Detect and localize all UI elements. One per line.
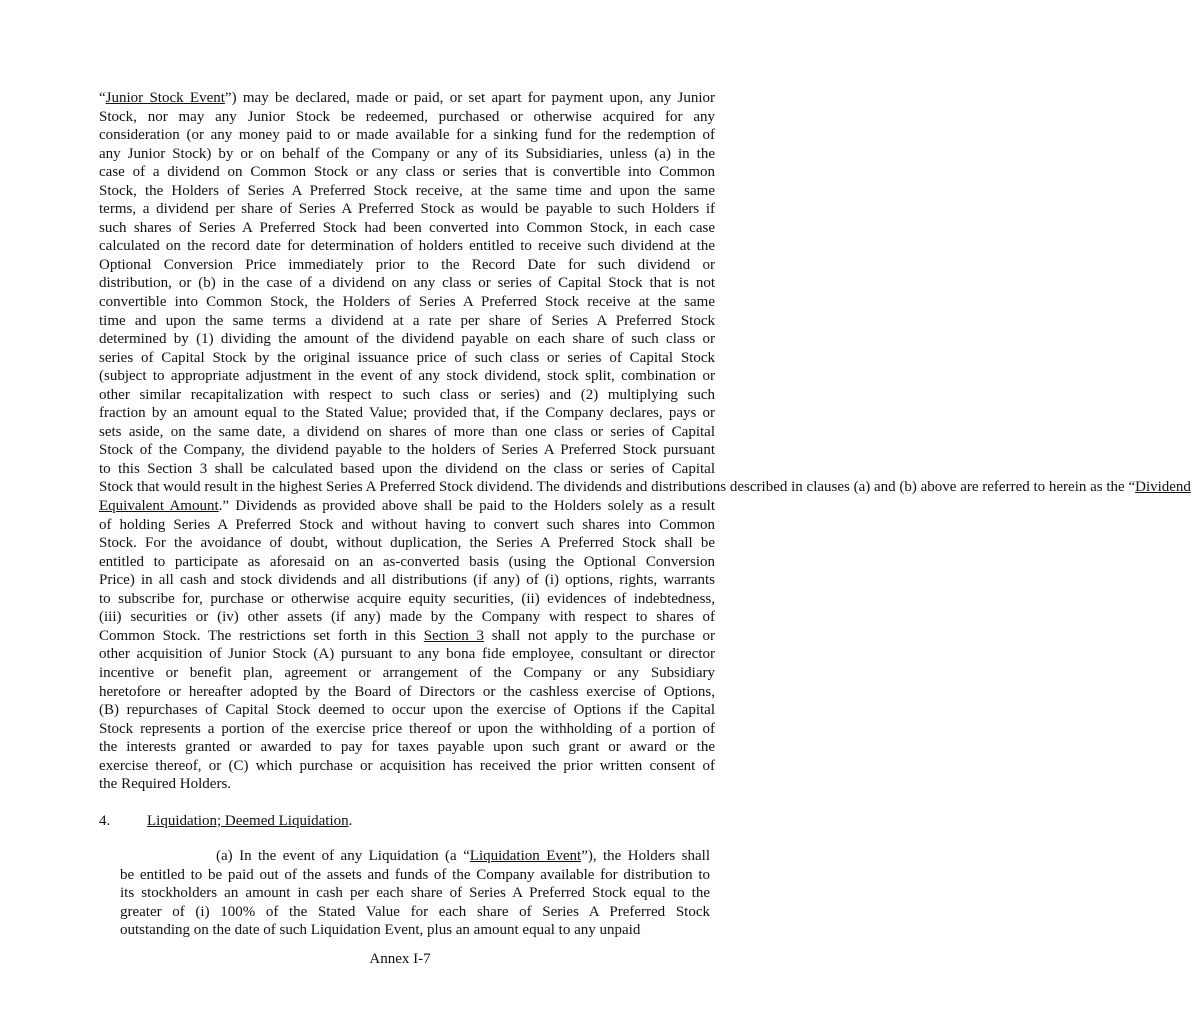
text-line: distribution, or (b) in the case of a dividend on any class or series of Capital Stock that is not [99, 275, 715, 292]
text-line: Stock of the Company, the dividend payable to the holders of Series A Preferred Stock pursuant [99, 442, 715, 459]
text-line: greater of (i) 100% of the Stated Value for each share of Series A Preferred Stock [120, 903, 710, 920]
section-3-paragraph [99, 89, 1191, 794]
defined-term: Section 3 [423, 627, 485, 644]
text-line: any Junior Stock) by or on behalf of the Company or any of its Subsidiaries, unless (a) in the [99, 145, 715, 162]
line-text: Stock that would result in the highest Series A Preferred Stock dividend. The dividends and distributions described in clauses (a) and (b) above are referred to herein as the “ [99, 479, 1136, 496]
defined-term: Dividend [1135, 479, 1191, 496]
page-number: Annex I-7 [369, 951, 431, 967]
text-line: such shares of Series A Preferred Stock had been converted into Common Stock, in each case [99, 219, 715, 236]
text-line [99, 478, 1191, 497]
text-line: (subject to appropriate adjustment in the event of any stock dividend, stock split, combination or [99, 368, 715, 385]
text-line: convertible into Common Stock, the Holders of Series A Preferred Stock receive at the same [99, 294, 715, 311]
text-line: Stock. For the avoidance of doubt, without duplication, the Series A Preferred Stock shall be [99, 535, 715, 552]
section-4a-paragraph [120, 847, 710, 940]
defined-term: Liquidation Event [469, 848, 582, 864]
defined-term: Equivalent Amount [99, 498, 219, 515]
text-line: consideration (or any money paid to or made available for a sinking fund for the redemption of [99, 127, 715, 144]
section-title: Liquidation; Deemed Liquidation [147, 813, 349, 829]
text-line: case of a dividend on Common Stock or any class or series that is convertible into Common [99, 164, 715, 181]
line-text: shall not apply to the purchase or [484, 627, 715, 644]
text-line: Stock, the Holders of Series A Preferred Stock receive, at the same time and upon the same [99, 182, 715, 199]
text-line: the interests granted or awarded to pay for taxes payable upon such grant or award or the [99, 739, 715, 756]
text-line [99, 89, 715, 108]
section-title-end: . [348, 813, 353, 829]
line-text: (a) In the event of any Liquidation (a “ [216, 848, 470, 864]
text-line: Price) in all cash and stock dividends and all distributions (if any) of (i) options, rights, warrants [99, 572, 715, 589]
text-line [120, 847, 710, 866]
text-line: be entitled to be paid out of the assets and funds of the Company available for distribution to [120, 866, 710, 883]
text-line: other acquisition of Junior Stock (A) pursuant to any bona fide employee, consultant or director [99, 646, 715, 663]
text-line: to this Section 3 shall be calculated based upon the dividend on the class or series of Capital [99, 460, 715, 477]
text-line: sets aside, on the same date, a dividend on shares of more than one class or series of Capital [99, 423, 715, 440]
text-line: (iii) securities or (iv) other assets (if any) made by the Company with respect to shares of [99, 609, 715, 626]
defined-term: Junior Stock Event [105, 90, 225, 106]
text-line: its stockholders an amount in cash per each share of Series A Preferred Stock equal to the [120, 885, 710, 902]
text-line: entitled to participate as aforesaid on an as-converted basis (using the Optional Conversion [99, 553, 715, 570]
line-text: ”) may be declared, made or paid, or set apart for payment upon, any Junior [224, 90, 715, 106]
text-line: outstanding on the date of such Liquidation Event, plus an amount equal to any unpaid [120, 922, 641, 939]
text-line: fraction by an amount equal to the Stated Value; provided that, if the Company declares, pays or [99, 405, 715, 422]
text-line: time and upon the same terms a dividend at a rate per share of Series A Preferred Stock [99, 312, 715, 329]
text-line: series of Capital Stock by the original issuance price of such class or series of Capital Stock [99, 349, 715, 366]
text-line: (B) repurchases of Capital Stock deemed to occur upon the exercise of Options if the Capital [99, 702, 715, 719]
text-line: Stock, nor may any Junior Stock be redeemed, purchased or otherwise acquired for any [99, 108, 715, 125]
line-text: Common Stock. The restrictions set forth in this [99, 627, 424, 644]
page-footer [0, 950, 800, 968]
text-line: other similar recapitalization with respect to such class or series) and (2) multiplying such [99, 386, 715, 403]
section-4-heading [99, 812, 352, 830]
text-line: Stock represents a portion of the exercise price thereof or upon the withholding of a portion of [99, 720, 715, 737]
text-line: exercise thereof, or (C) which purchase or acquisition has received the prior written consent of [99, 757, 715, 774]
text-line: the Required Holders. [99, 776, 232, 793]
section-number: 4. [99, 813, 111, 829]
text-line: calculated on the record date for determination of holders entitled to receive such dividend at the [99, 238, 715, 255]
text-line: determined by (1) dividing the amount of the dividend payable on each share of such class or [99, 331, 715, 348]
text-line: incentive or benefit plan, agreement or arrangement of the Company or any Subsidiary [99, 664, 715, 681]
line-text: .” Dividends as provided above shall be paid to the Holders solely as a result [218, 498, 715, 515]
text-line: to subscribe for, purchase or otherwise acquire equity securities, (ii) evidences of indebtedness, [99, 590, 715, 607]
text-line: heretofore or hereafter adopted by the Board of Directors or the cashless exercise of Options, [99, 683, 715, 700]
text-line: terms, a dividend per share of Series A Preferred Stock as would be payable to such Holders if [99, 201, 715, 218]
text-line [99, 497, 715, 516]
line-text: “ [99, 90, 106, 106]
text-line: of holding Series A Preferred Stock and without having to convert such shares into Common [99, 516, 715, 533]
text-line [99, 627, 715, 646]
text-line: Optional Conversion Price immediately prior to the Record Date for such dividend or [99, 256, 715, 273]
line-text: ”), the Holders shall [581, 848, 710, 864]
